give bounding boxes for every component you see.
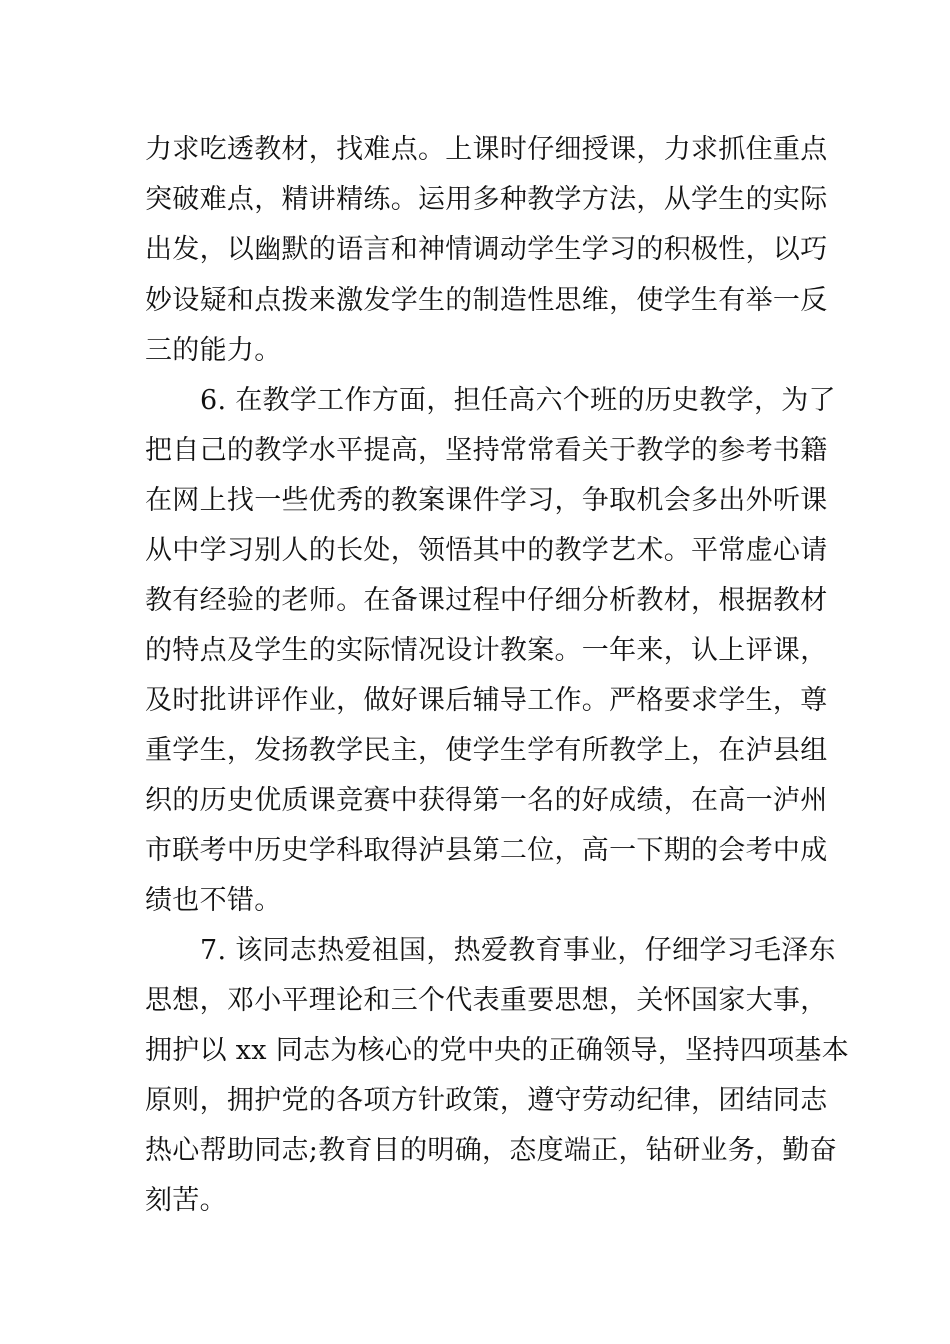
text-line: 妙设疑和点拨来激发学生的制造性思维，使学生有举一反 (145, 285, 828, 316)
text-line: 及时批讲评作业，做好课后辅导工作。严格要求学生，尊 (145, 685, 828, 716)
text-line: 从中学习别人的长处，领悟其中的教学艺术。平常虚心请 (145, 535, 828, 566)
text-line: 热心帮助同志;教育目的明确，态度端正，钻研业务，勤奋 (145, 1135, 837, 1166)
text-line: 刻苦。 (145, 1185, 227, 1216)
text-line: 思想，邓小平理论和三个代表重要思想，关怀国家大事， (145, 985, 828, 1016)
text-line: 把自己的教学水平提高，坚持常常看关于教学的参考书籍 (145, 435, 828, 466)
text-line: 拥护以 xx 同志为核心的党中央的正确领导，坚持四项基本 (145, 1035, 850, 1066)
text-line: 三的能力。 (145, 335, 282, 366)
text-line: 力求吃透教材，找难点。上课时仔细授课，力求抓住重点 (145, 134, 828, 165)
text-line: 绩也不错。 (145, 885, 282, 916)
text-line: 重学生，发扬教学民主，使学生学有所教学上，在泸县组 (145, 735, 828, 766)
text-line: 原则，拥护党的各项方针政策，遵守劳动纪律，团结同志 (145, 1085, 828, 1116)
text-line: 市联考中历史学科取得泸县第二位，高一下期的会考中成 (145, 835, 828, 866)
text-line: 出发，以幽默的语言和神情调动学生学习的积极性，以巧 (145, 234, 828, 265)
paragraph-7-first-line: 7. 该同志热爱祖国，热爱教育事业，仔细学习毛泽东 (200, 935, 836, 966)
text-line: 的特点及学生的实际情况设计教案。一年来，认上评课， (145, 635, 828, 666)
paragraph-6-first-line: 6. 在教学工作方面，担任高六个班的历史教学，为了 (200, 385, 836, 416)
text-line: 教有经验的老师。在备课过程中仔细分析教材，根据教材 (145, 585, 828, 616)
text-line: 织的历史优质课竞赛中获得第一名的好成绩，在高一泸州 (145, 785, 828, 816)
text-line: 在网上找一些优秀的教案课件学习，争取机会多出外听课 (145, 485, 828, 516)
text-line: 突破难点，精讲精练。运用多种教学方法，从学生的实际 (145, 184, 828, 215)
